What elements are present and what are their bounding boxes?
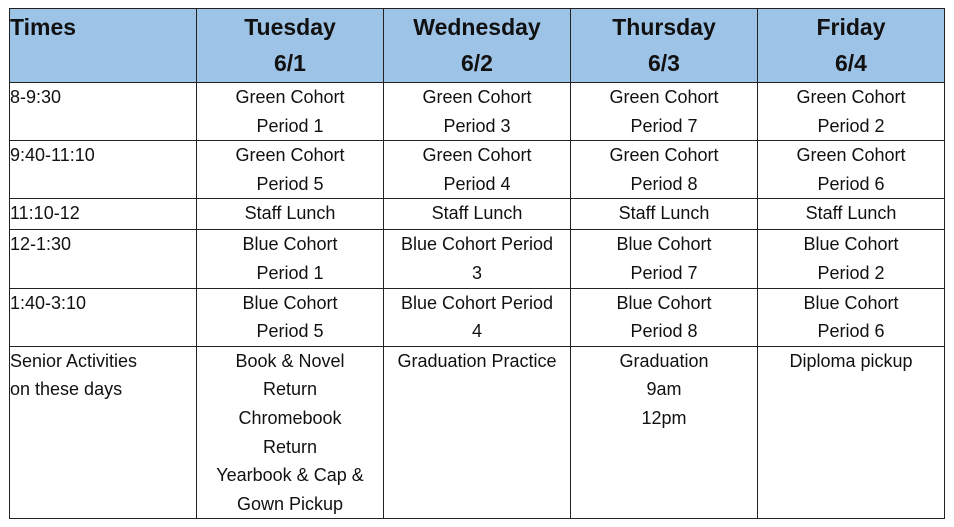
slot-text: Green Cohort xyxy=(422,87,532,107)
slot-text: Green Cohort xyxy=(796,145,906,166)
slot-text: Period 3 xyxy=(443,115,511,136)
slot-text: Staff Lunch xyxy=(431,203,523,224)
day-header-tuesday xyxy=(197,9,384,83)
slot-text: Period 7 xyxy=(630,262,698,283)
slot-cell xyxy=(197,230,384,288)
slot-cell xyxy=(197,288,384,346)
slot-cell xyxy=(758,141,945,199)
cropped-text-fragment xyxy=(388,0,448,4)
slot-text: Blue Cohort xyxy=(242,234,338,255)
slot-cell xyxy=(197,199,384,230)
slot-text: Staff Lunch xyxy=(805,203,897,224)
slot-text: Graduation Practice xyxy=(397,350,557,371)
day-date: 6/1 xyxy=(274,50,306,76)
slot-cell xyxy=(758,346,945,519)
slot-text: 12pm xyxy=(641,407,687,428)
times-header-label: Times xyxy=(10,14,77,40)
slot-text: Period 5 xyxy=(256,321,324,342)
time-text: 12-1:30 xyxy=(10,234,72,255)
slot-text: Green Cohort xyxy=(609,87,719,107)
slot-text: 4 xyxy=(471,321,482,342)
day-date: 6/2 xyxy=(461,50,493,76)
slot-cell xyxy=(571,346,758,519)
slot-text: Period 6 xyxy=(817,173,885,194)
schedule-table xyxy=(9,8,945,519)
slot-cell xyxy=(384,288,571,346)
slot-text: Period 6 xyxy=(817,321,885,342)
slot-cell xyxy=(571,288,758,346)
slot-text: Book & Novel xyxy=(235,350,345,371)
slot-cell xyxy=(758,230,945,288)
times-header xyxy=(10,9,197,83)
slot-text: Staff Lunch xyxy=(618,203,710,224)
slot-text: Green Cohort xyxy=(235,145,345,166)
slot-text: Graduation xyxy=(619,350,709,371)
slot-text: Blue Cohort xyxy=(616,234,712,255)
slot-text: Green Cohort xyxy=(796,87,906,107)
slot-text: Period 2 xyxy=(817,262,885,283)
slot-text: Return xyxy=(262,436,318,457)
day-header-wednesday xyxy=(384,9,571,83)
day-name: Tuesday xyxy=(244,14,336,40)
slot-cell xyxy=(197,346,384,519)
slot-text: Period 5 xyxy=(256,173,324,194)
day-name: Wednesday xyxy=(413,14,541,40)
slot-cell xyxy=(384,141,571,199)
slot-text: Gown Pickup xyxy=(236,493,344,514)
slot-text: Green Cohort xyxy=(609,145,719,166)
table-row xyxy=(10,288,945,346)
slot-cell xyxy=(571,199,758,230)
slot-cell xyxy=(571,83,758,141)
slot-text: Period 8 xyxy=(630,173,698,194)
slot-cell xyxy=(384,230,571,288)
slot-text: Green Cohort xyxy=(422,145,532,166)
time-cell xyxy=(10,230,197,288)
time-text: 8-9:30 xyxy=(10,87,62,107)
slot-text: Diploma pickup xyxy=(789,350,913,371)
slot-text: Return xyxy=(262,379,318,400)
slot-text: Blue Cohort xyxy=(242,292,338,313)
slot-cell xyxy=(758,83,945,141)
header-row xyxy=(10,9,945,83)
slot-text: Period 4 xyxy=(443,173,511,194)
slot-cell xyxy=(758,199,945,230)
slot-cell xyxy=(384,346,571,519)
slot-cell xyxy=(384,83,571,141)
time-cell xyxy=(10,346,197,519)
day-header-friday xyxy=(758,9,945,83)
slot-text: Blue Cohort xyxy=(803,292,899,313)
slot-cell xyxy=(197,83,384,141)
time-text: 9:40-11:10 xyxy=(10,145,95,166)
slot-text: Blue Cohort xyxy=(803,234,899,255)
slot-text: Staff Lunch xyxy=(244,203,336,224)
day-header-thursday xyxy=(571,9,758,83)
slot-text: Green Cohort xyxy=(235,87,345,107)
slot-cell xyxy=(571,141,758,199)
time-text: 11:10-12 xyxy=(10,203,80,224)
slot-text: Chromebook xyxy=(238,407,342,428)
slot-text: Period 1 xyxy=(256,115,324,136)
day-name: Friday xyxy=(816,14,886,40)
slot-cell xyxy=(571,230,758,288)
slot-text: Period 7 xyxy=(630,115,698,136)
time-cell xyxy=(10,83,197,141)
slot-cell xyxy=(197,141,384,199)
slot-text: Blue Cohort Period xyxy=(400,292,554,313)
slot-text: 3 xyxy=(471,262,482,283)
table-row xyxy=(10,346,945,519)
slot-text: Blue Cohort xyxy=(616,292,712,313)
slot-text: Period 2 xyxy=(817,115,885,136)
time-text: on these days xyxy=(10,379,123,400)
time-text: Senior Activities xyxy=(10,350,138,371)
slot-cell xyxy=(758,288,945,346)
table-row xyxy=(10,83,945,141)
table-row xyxy=(10,141,945,199)
table-row xyxy=(10,230,945,288)
time-cell xyxy=(10,141,197,199)
day-name: Thursday xyxy=(612,14,716,40)
table-row xyxy=(10,199,945,230)
slot-text: 9am xyxy=(646,379,682,400)
slot-cell xyxy=(384,199,571,230)
slot-text: Yearbook & Cap & xyxy=(216,465,364,486)
time-text: 1:40-3:10 xyxy=(10,292,87,313)
day-date: 6/4 xyxy=(835,50,867,76)
time-cell xyxy=(10,288,197,346)
day-date: 6/3 xyxy=(648,50,680,76)
slot-text: Blue Cohort Period xyxy=(400,234,554,255)
time-cell xyxy=(10,199,197,230)
slot-text: Period 1 xyxy=(256,262,324,283)
slot-text: Period 8 xyxy=(630,321,698,342)
